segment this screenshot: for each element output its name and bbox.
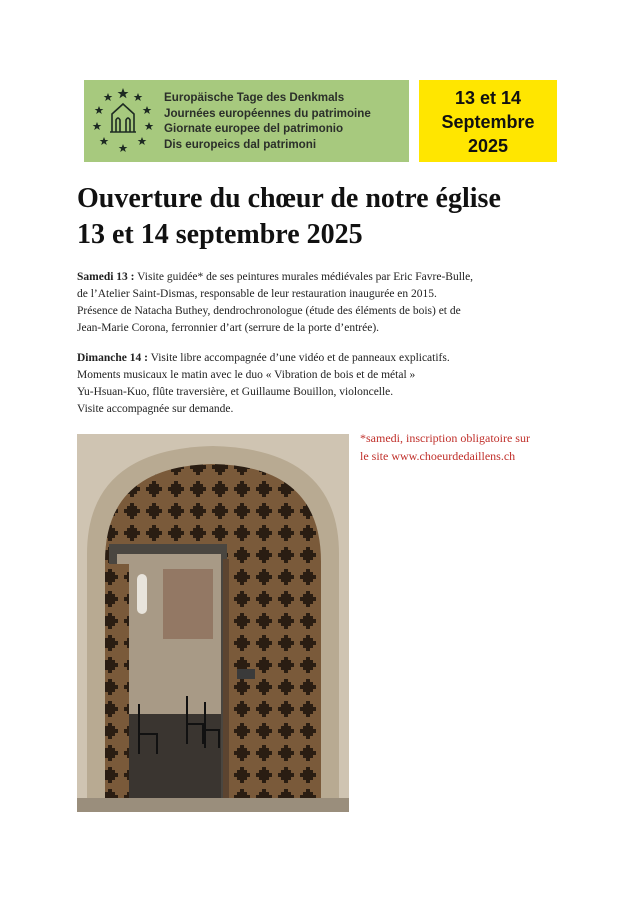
note-line-2: le site www.choeurdedaillens.ch <box>360 449 516 463</box>
sunday-line-4: Visite accompagnée sur demande. <box>77 403 234 415</box>
interior-window <box>137 574 147 614</box>
saturday-line-2: de l’Atelier Saint-Dismas, responsable de leur restauration inaugurée en 2015. <box>77 288 437 300</box>
sunday-line-1: Visite libre accompagnée d’une vidéo et de panneaux explicatifs. <box>147 352 450 364</box>
saturday-line-4: Jean-Marie Corona, ferronnier d’art (serrure de la porte d’entrée). <box>77 322 380 334</box>
saturday-line-3: Présence de Natacha Buthey, dendrochronologue (étude des éléments de bois) et de <box>77 305 461 317</box>
door-frame <box>223 559 229 799</box>
saturday-line-1: Visite guidée* de ses peintures murales médiévales par Eric Favre-Bulle, <box>134 271 474 283</box>
title-line-1: Ouverture du chœur de notre église <box>77 183 501 214</box>
sunday-line-3: Yu-Hsuan-Kuo, flûte traversière, et Guillaume Bouillon, violoncelle. <box>77 386 394 398</box>
sunday-paragraph <box>77 350 557 418</box>
date-box <box>419 80 557 162</box>
date-month: Septembre <box>441 112 535 132</box>
date-days: 13 et 14 <box>454 88 522 108</box>
banner-line-de: Europäische Tage des Denkmals <box>164 91 345 104</box>
mural-painting <box>163 569 213 639</box>
saturday-label: Samedi 13 : <box>77 271 135 283</box>
threshold <box>77 798 349 812</box>
right-door-leaf <box>227 564 319 799</box>
church-door-photo <box>77 434 349 812</box>
left-door-leaf <box>107 564 129 799</box>
title-line-2: 13 et 14 septembre 2025 <box>77 219 363 250</box>
banner-line-fr: Journées européennes du patrimoine <box>164 106 371 120</box>
sunday-line-2: Moments musicaux le matin avec le duo « Vibration de bois et de métal » <box>77 369 416 381</box>
page-title <box>77 181 577 253</box>
note-line-1: *samedi, inscription obligatoire sur <box>360 431 530 445</box>
sunday-label: Dimanche 14 : <box>77 352 148 364</box>
saturday-paragraph <box>77 269 557 337</box>
door-lock <box>237 669 255 679</box>
registration-note <box>360 429 560 465</box>
banner-line-rm: Dis europeics dal patrimoni <box>164 137 317 151</box>
banner-line-it: Giornate europee del patrimonio <box>164 122 344 135</box>
date-year: 2025 <box>467 136 509 156</box>
heritage-logo-icon <box>92 86 154 156</box>
banner-text <box>164 90 371 152</box>
heritage-days-banner <box>84 80 409 162</box>
